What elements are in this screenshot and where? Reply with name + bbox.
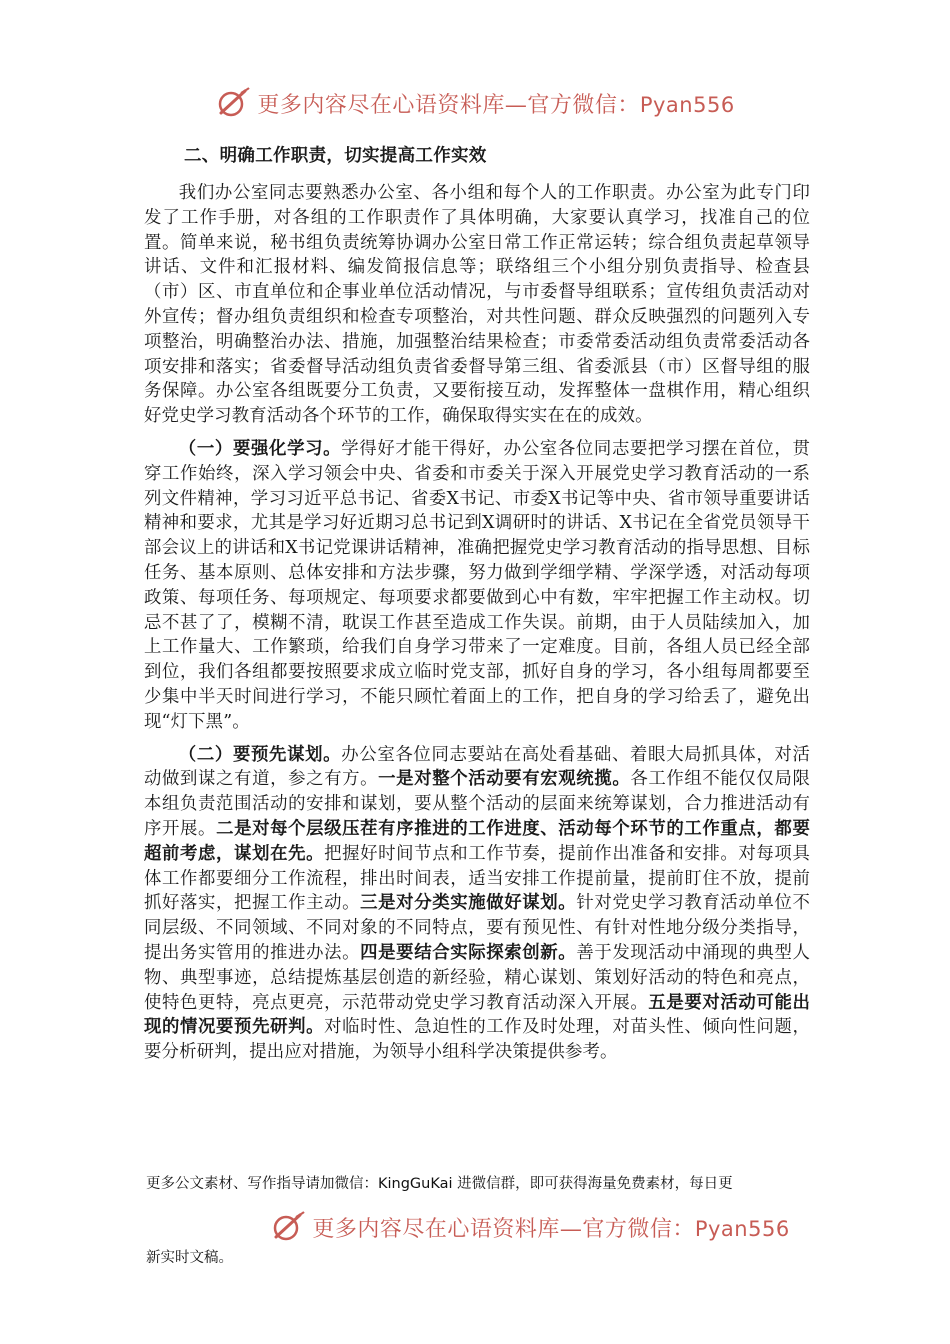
brush-logo-icon <box>270 1211 306 1243</box>
footer-promo-line: 更多公文素材、写作指导请加微信：KingGuKai 进微信群，即可获得海量免费素材，每日更 <box>146 1176 733 1192</box>
footer-promo-line-continued: 新实时文稿。 <box>146 1250 233 1266</box>
watermark-text: 更多内容尽在心语资料库—官方微信：Pyan556 <box>257 92 735 118</box>
point-2: 二是对每个层级压茬有序推进的工作进度、活动每个环节的工作重点，都要超前考虑，谋划在先。 <box>144 818 810 864</box>
point-1: 一是对整个活动要有宏观统揽。 <box>378 769 631 790</box>
document-body <box>144 142 810 1073</box>
subheading-plan: （二）要预先谋划。 <box>178 744 342 765</box>
watermark-bottom <box>0 1210 950 1244</box>
paragraph-2: （一）要强化学习。学得好才能干得好，办公室各位同志要把学习摆在首位，贯穿工作始终，深入学习领会中央、省委和市委关于深入开展党史学习教育活动的一系列文件精神，学习习近平总书记、省委X书记、市委X书记等中央、省市领导重要讲话精神和要求，尤其是学习好近期习总书记到X调研时的讲话、X书记在全省党员领导干部会议上的讲话和X书记党课讲话精神，准确把握党史学习教育活动的指导思想、目标任务、基本原则、总体安排和方法步骤，努力做到学细学精、学深学透，对活动每项政策、每项任务、每项规定、每项要求都要做到心中有数，牢牢把握工作主动权。切忌不甚了了，模糊不清，耽误工作甚至造成工作失误。前期，由于人员陆续加入，加上工作量大、工作繁琐，给我们自身学习带来了一定难度。目前，各组人员已经全部到位，我们各组都要按照要求成立临时党支部，抓好自身的学习，各小组每周都要至少集中半天时间进行学习，不能只顾忙着面上的工作，把自身的学习给丢了，避免出现“灯下黑”。 <box>144 438 810 732</box>
point-5: 五是要对活动可能出现的情况要预先研判。 <box>144 992 811 1038</box>
paragraph-1: 我们办公室同志要熟悉办公室、各小组和每个人的工作职责。办公室为此专门印发了工作手册，对各组的工作职责作了具体明确，大家要认真学习，找准自己的位置。简单来说，秘书组负责统筹协调办公室日常工作正常运转；综合组负责起草领导讲话、文件和汇报材料、编发简报信息等；联络组三个小组分别负责指导、检查县（市）区、市直单位和企事业单位活动情况，与市委督导组联系；宣传组负责活动对外宣传；督办组负责组织和检查专项整治，对共性问题、群众反映强烈的问题列入专项整治，明确整治办法、措施，加强整治结果检查；市委常委活动组负责常委活动各项安排和落实；省委督导活动组负责省委督导第三组、省委派县（市）区督导组的服务保障。办公室各组既要分工负责，又要衔接互动，发挥整体一盘棋作用，精心组织好党史学习教育活动各个环节的工作，确保取得实实在在的成效。 <box>144 183 810 427</box>
watermark-text: 更多内容尽在心语资料库—官方微信：Pyan556 <box>312 1216 790 1242</box>
subheading-study: （一）要强化学习。 <box>178 438 342 459</box>
paragraph-3: （二）要预先谋划。办公室各位同志要站在高处看基础、着眼大局抓具体，对活动做到谋之有道，参之有方。一是对整个活动要有宏观统揽。各工作组不能仅仅局限本组负责范围活动的安排和谋划，要从整个活动的层面来统筹谋划，合力推进活动有序开展。二是对每个层级压茬有序推进的工作进度、活动每个环节的工作重点，都要超前考虑，谋划在先。把握好时间节点和工作节奏，提前作出准备和安排。对每项具体工作都要细分工作流程，排出时间表，适当安排工作提前量，提前盯住不放，提前抓好落实，把握工作主动。三是对分类实施做好谋划。针对党史学习教育活动单位不同层级、不同领域、不同对象的不同特点，要有预见性、有针对性地分级分类指导，提出务实管用的推进办法。四是要结合实际探索创新。善于发现活动中涌现的典型人物、典型事迹，总结提炼基层创造的新经验，精心谋划、策划好活动的特色和亮点，使特色更特，亮点更亮，示范带动党史学习教育活动深入开展。五是要对活动可能出现的情况要预先研判。对临时性、急迫性的工作及时处理，对苗头性、倾向性问题，要分析研判，提出应对措施，为领导小组科学决策提供参考。 <box>144 744 811 1063</box>
section-heading: 二、明确工作职责，切实提高工作实效 <box>184 146 487 166</box>
watermark-top <box>0 86 950 120</box>
point-3: 三是对分类实施做好谋划。 <box>360 893 577 914</box>
brush-logo-icon <box>215 87 251 119</box>
point-4: 四是要结合实际探索创新。 <box>360 942 577 963</box>
